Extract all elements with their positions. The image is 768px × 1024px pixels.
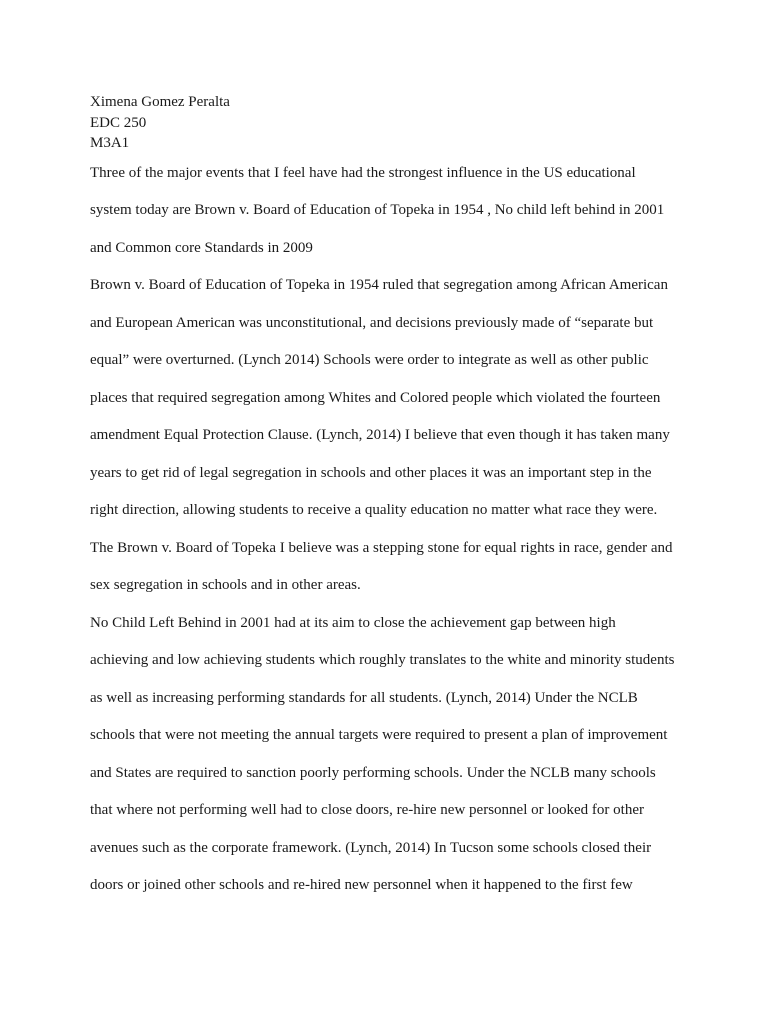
document-body [90,92,730,905]
text-line: and States are required to sanction poorly performing schools. Under the NCLB many schools [90,764,656,781]
text-line: avenues such as the corporate framework. (Lynch, 2014) In Tucson some schools closed their [90,839,652,856]
text-line: schools that were not meeting the annual targets were required to present a plan of improvement [90,727,668,743]
text-line: as well as increasing performing standards for all students. (Lynch, 2014) Under the NCLB [90,689,638,706]
text-line: equal” were overturned. (Lynch 2014) Schools were order to integrate as well as other public [90,352,649,368]
text-line: amendment Equal Protection Clause. (Lynch, 2014) I believe that even though it has taken many [90,427,670,443]
text-line: system today are Brown v. Board of Education of Topeka in 1954 , No child left behind in 2001 [90,202,665,218]
text-line: achieving and low achieving students which roughly translates to the white and minority students [90,652,675,668]
assignment-id: M3A1 [90,135,130,151]
author-name: Ximena Gomez Peralta [90,94,230,110]
text-line: and Common core Standards in 2009 [90,239,313,256]
text-line: Brown v. Board of Education of Topeka in 1954 ruled that segregation among African American [90,277,668,293]
text-line: years to get rid of legal segregation in schools and other places it was an important step in the [90,464,652,481]
text-line: The Brown v. Board of Topeka I believe was a stepping stone for equal rights in race, gender and [90,539,673,556]
text-line: that where not performing well had to close doors, re-hire new personnel or looked for other [90,802,644,818]
text-line: right direction, allowing students to receive a quality education no matter what race they were. [90,502,658,518]
text-line: doors or joined other schools and re-hired new personnel when it happened to the first few [90,877,633,893]
course-code: EDC 250 [90,114,147,131]
text-line: and European American was unconstitutional, and decisions previously made of “separate but [90,314,654,331]
text-line: No Child Left Behind in 2001 had at its aim to close the achievement gap between high [90,614,616,631]
text-line: places that required segregation among Whites and Colored people which violated the fourteen [90,389,661,406]
text-line: sex segregation in schools and in other areas. [90,577,361,593]
text-line: Three of the major events that I feel have had the strongest influence in the US educational [90,164,636,181]
